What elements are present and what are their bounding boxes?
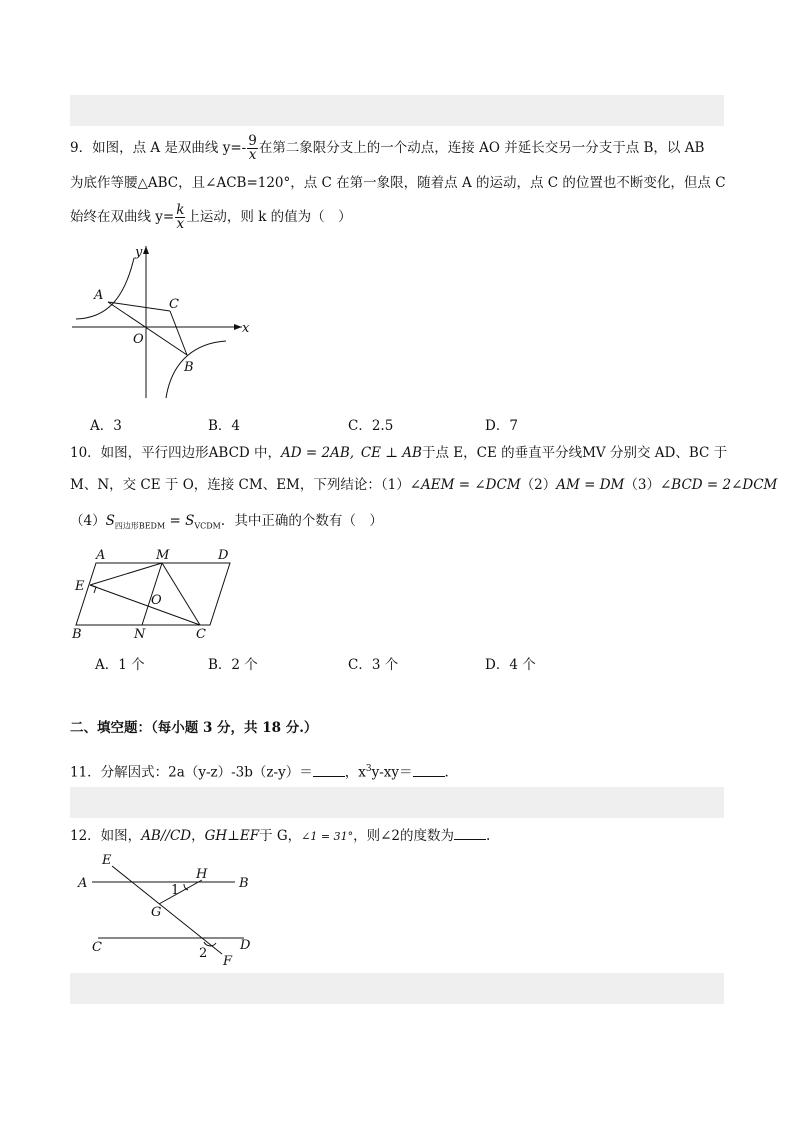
q12-line-gh [159, 880, 202, 904]
q10-segment-em [90, 563, 162, 585]
q12-label-f: F [223, 954, 233, 969]
q9-line-1: 9．如图，点 A 是双曲线 y=- $\frac{9}{x}$ 在第二象限分支上的一个动点，连接 AO 并延长交另一分支于点 B，以 AB [70, 133, 705, 163]
q10-segment-ec [90, 585, 200, 625]
q10-line-1: 10．如图，平行四边形ABCD 中，AD = 2AB, CE ⊥ AB于点 E，CE 的垂直平分线MV 分别交 AD、BC 于 [70, 445, 728, 461]
q9-label-y: y [135, 245, 143, 260]
q10-choice-c[interactable]: C．3 个 [348, 657, 399, 673]
q9-choices [90, 414, 710, 434]
q12-label-e: E [102, 853, 112, 868]
q11-line: 11．分解因式：2a（y-z）-3b（z-y）＝ ，$x^3y-xy=$ . [70, 760, 449, 782]
q9-fraction-2: $\frac{k}{x}$ [176, 202, 185, 232]
q9-choice-c[interactable]: C．2.5 [348, 418, 394, 434]
gray-band-top [70, 95, 724, 126]
q9-choice-d[interactable]: D．7 [485, 418, 518, 434]
q11-blank-2[interactable] [413, 762, 445, 777]
q10-right-angle-mark [90, 585, 96, 593]
q10-choice-d[interactable]: D．4 个 [485, 657, 536, 673]
q10-label-c: C [196, 627, 206, 642]
q9-x-arrow-icon [234, 324, 242, 330]
q9-line-3: 始终在双曲线 y= $\frac{k}{x}$ 上运动，则 k 的值为（ ） [70, 202, 352, 232]
q9-figure [66, 240, 256, 405]
q9-segment-ac [108, 302, 170, 311]
q12-figure [72, 848, 272, 973]
q12-angle-1-arc [184, 884, 188, 890]
q10-choice-a[interactable]: A．1 个 [95, 657, 145, 673]
q10-figure [66, 543, 246, 643]
q9-label-a: A [94, 288, 104, 303]
q10-choice-b[interactable]: B．2 个 [208, 657, 258, 673]
q9-fraction-1: $\frac{9}{x}$ [248, 133, 257, 163]
q9-segment-cb [170, 311, 187, 355]
q9-y-arrow-icon [143, 246, 149, 254]
q10-label-d: D [218, 548, 229, 563]
q10-label-a: A [96, 548, 106, 563]
q10-label-n: N [134, 627, 146, 642]
q10-segment-mc [162, 563, 200, 625]
q9-hyperbola-branch-left [76, 258, 134, 319]
q12-label-h: H [196, 867, 208, 882]
q9-label-o: O [133, 332, 144, 347]
section-2-title: 二、填空题：（每小题 3 分，共 18 分.） [70, 720, 318, 736]
q10-label-b: B [72, 627, 82, 642]
q9-choice-b[interactable]: B．4 [208, 418, 241, 434]
q9-line-2: 为底作等腰△ABC，且∠ACB=120°，点 C 在第一象限，随着点 A 的运动，点 C 的位置也不断变化，但点 C [70, 175, 726, 191]
q10-line-2: M、N，交 CE 于 O，连接 CM、EM，下列结论：（1）∠AEM = ∠DCM（2）AM = DM（3）∠BCD = 2∠DCM [70, 477, 778, 493]
q12-label-b: B [239, 876, 249, 891]
q10-hidden [90, 563, 230, 585]
q9-label-c: C [169, 297, 179, 312]
q12-label-c: C [92, 940, 102, 955]
q9-choice-a[interactable]: A．3 [90, 418, 122, 434]
q12-label-2: 2 [199, 946, 208, 961]
q12-line: 12．如图，AB//CD，GH⊥EF于 G，∠1 = 31°，则∠2的度数为 . [70, 825, 490, 846]
q10-label-e: E [75, 579, 85, 594]
gray-band-bottom [70, 973, 724, 1004]
q10-line-3: $(4)S_{四边形BEDM} = S_{VCDM}$．其中正确的个数有（ ） [70, 513, 383, 531]
q10-label-o: O [151, 593, 162, 608]
q9-label-x: x [242, 321, 250, 336]
q12-label-g: G [151, 905, 162, 920]
gray-band-q11 [70, 787, 724, 818]
q11-blank-1[interactable] [313, 762, 345, 777]
q12-label-1: 1 [171, 883, 180, 898]
q10-choices [90, 653, 710, 673]
q10-label-m: M [156, 548, 170, 563]
q12-label-a: A [78, 876, 88, 891]
q9-hyperbola-branch-right [166, 341, 226, 398]
q12-label-d: D [240, 938, 251, 953]
q12-blank[interactable] [454, 825, 486, 840]
q9-label-b: B [184, 360, 194, 375]
